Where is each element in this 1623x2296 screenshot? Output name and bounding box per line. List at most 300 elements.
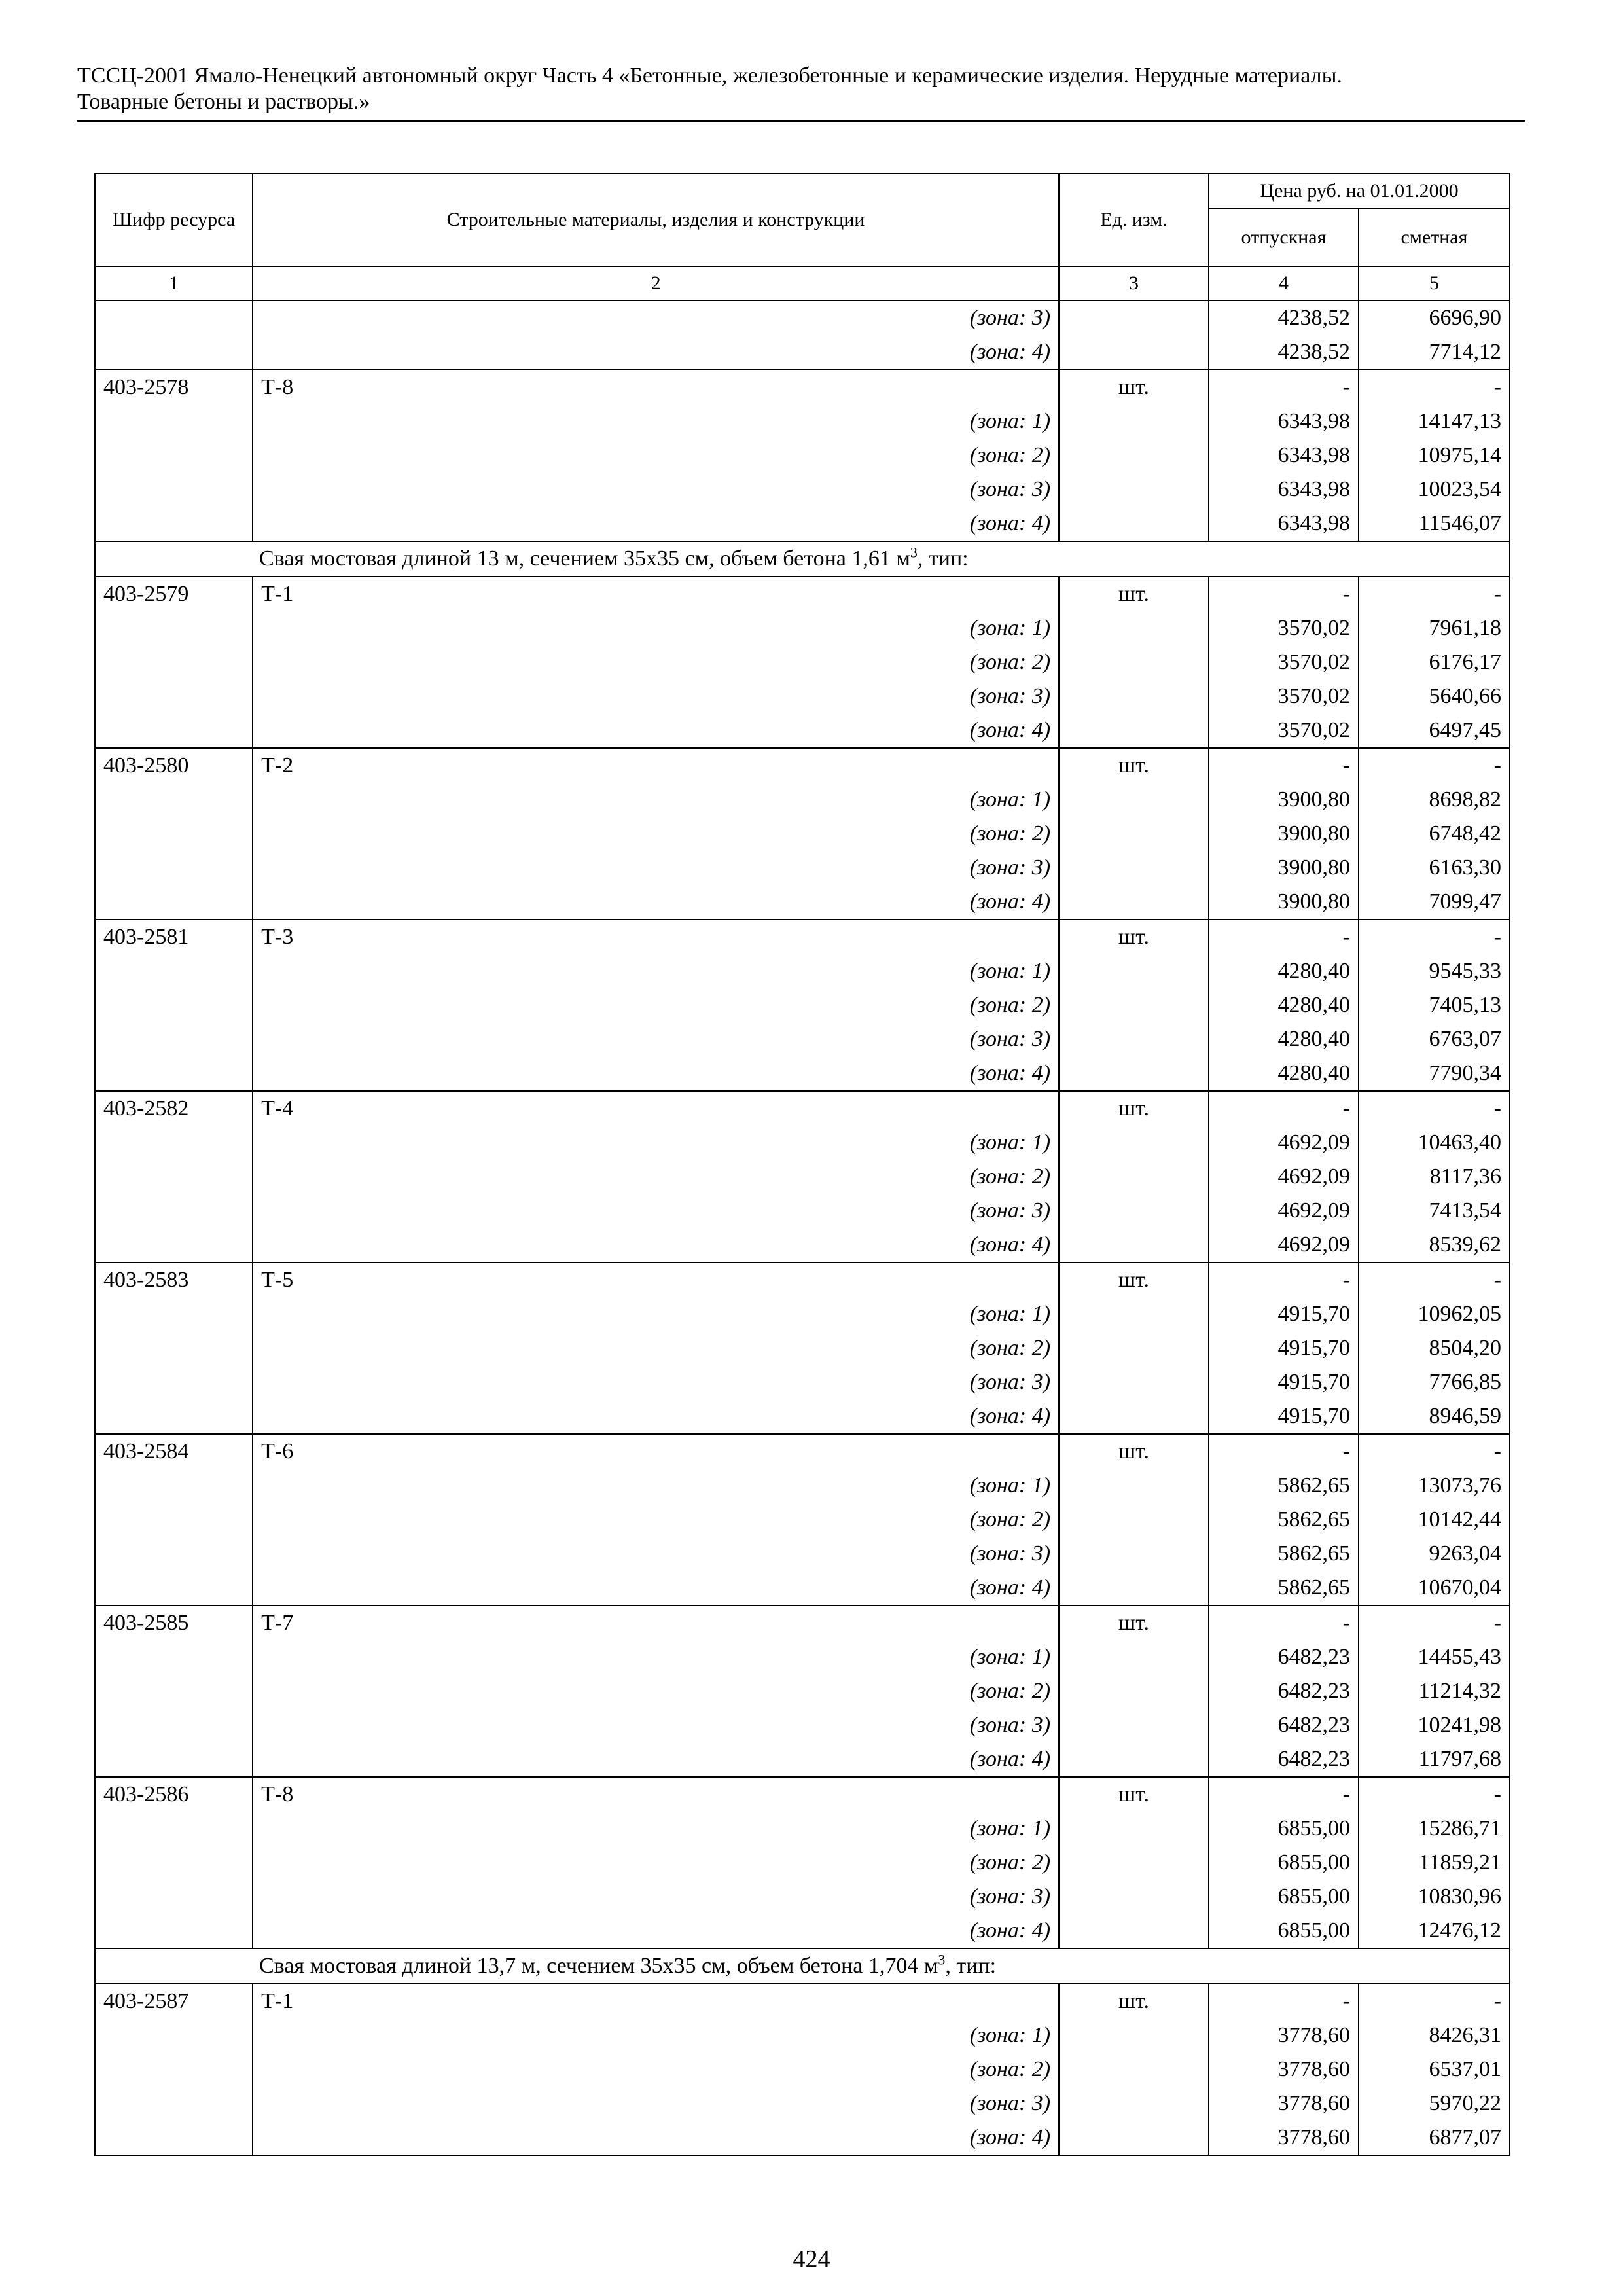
resource-code-empty bbox=[95, 851, 253, 885]
resource-code-empty bbox=[95, 1022, 253, 1056]
resource-unit-empty bbox=[1059, 783, 1209, 817]
resource-name: Т-3 bbox=[253, 920, 1059, 954]
zone-row bbox=[95, 1503, 1510, 1537]
header-rule bbox=[77, 120, 1525, 122]
estimate-price: 6696,90 bbox=[1359, 300, 1510, 335]
resource-code: 403-2585 bbox=[95, 1605, 253, 1640]
zone-row bbox=[95, 954, 1510, 988]
resource-row bbox=[95, 1091, 1510, 1126]
zone-label: (зона: 1) bbox=[253, 1126, 1059, 1160]
release-price: - bbox=[1209, 1605, 1359, 1640]
estimate-price: 12476,12 bbox=[1359, 1914, 1510, 1948]
estimate-price: 11546,07 bbox=[1359, 507, 1510, 541]
estimate-price: 8698,82 bbox=[1359, 783, 1510, 817]
release-price: 4280,40 bbox=[1209, 1056, 1359, 1091]
resource-code-empty bbox=[95, 713, 253, 748]
resource-unit-empty bbox=[1059, 404, 1209, 439]
release-price: 4915,70 bbox=[1209, 1399, 1359, 1434]
estimate-price: - bbox=[1359, 920, 1510, 954]
resource-unit-empty bbox=[1059, 2121, 1209, 2155]
estimate-price: 6537,01 bbox=[1359, 2053, 1510, 2087]
section-title-superscript: 3 bbox=[938, 1951, 946, 1968]
resource-unit-empty bbox=[1059, 1022, 1209, 1056]
resource-unit-empty bbox=[1059, 1469, 1209, 1503]
resource-name: Т-6 bbox=[253, 1434, 1059, 1469]
zone-row bbox=[95, 2121, 1510, 2155]
resource-unit-empty bbox=[1059, 473, 1209, 507]
resource-unit-empty bbox=[1059, 954, 1209, 988]
col-header-code: Шифр ресурса bbox=[95, 173, 253, 266]
header-line-2: Товарные бетоны и растворы.» bbox=[77, 90, 370, 114]
estimate-price: 6748,42 bbox=[1359, 817, 1510, 851]
section-title bbox=[95, 541, 1510, 577]
release-price: 4915,70 bbox=[1209, 1365, 1359, 1399]
zone-label: (зона: 1) bbox=[253, 1640, 1059, 1674]
resource-code-empty bbox=[95, 954, 253, 988]
zone-label: (зона: 4) bbox=[253, 1056, 1059, 1091]
zone-label: (зона: 3) bbox=[253, 1022, 1059, 1056]
resource-code: 403-2587 bbox=[95, 1984, 253, 2018]
estimate-price: 13073,76 bbox=[1359, 1469, 1510, 1503]
col-number: 1 bbox=[95, 266, 253, 300]
resource-unit-empty bbox=[1059, 1399, 1209, 1434]
release-price: 3900,80 bbox=[1209, 817, 1359, 851]
zone-row bbox=[95, 1365, 1510, 1399]
resource-code-empty bbox=[95, 2018, 253, 2053]
col-number: 2 bbox=[253, 266, 1059, 300]
estimate-price: 14147,13 bbox=[1359, 404, 1510, 439]
zone-row bbox=[95, 1914, 1510, 1948]
section-title-superscript: 3 bbox=[910, 544, 918, 561]
zone-row bbox=[95, 1297, 1510, 1331]
resource-code-empty bbox=[95, 1880, 253, 1914]
release-price: 6343,98 bbox=[1209, 507, 1359, 541]
release-price: 5862,65 bbox=[1209, 1469, 1359, 1503]
resource-row bbox=[95, 1605, 1510, 1640]
estimate-price: 8117,36 bbox=[1359, 1160, 1510, 1194]
resource-unit: шт. bbox=[1059, 1777, 1209, 1812]
estimate-price: 10830,96 bbox=[1359, 1880, 1510, 1914]
zone-row bbox=[95, 1708, 1510, 1742]
zone-row bbox=[95, 404, 1510, 439]
estimate-price: 15286,71 bbox=[1359, 1812, 1510, 1846]
zone-row bbox=[95, 300, 1510, 335]
resource-code-empty bbox=[95, 1056, 253, 1091]
table-body bbox=[95, 300, 1510, 2155]
zone-label: (зона: 2) bbox=[253, 817, 1059, 851]
estimate-price: 7405,13 bbox=[1359, 988, 1510, 1022]
resource-code: 403-2580 bbox=[95, 748, 253, 783]
resource-code-empty bbox=[95, 2087, 253, 2121]
section-title-suffix: , тип: bbox=[917, 547, 969, 571]
zone-row bbox=[95, 1880, 1510, 1914]
resource-code-empty bbox=[95, 2121, 253, 2155]
estimate-price: 6877,07 bbox=[1359, 2121, 1510, 2155]
zone-row bbox=[95, 507, 1510, 541]
column-numbers-row bbox=[95, 266, 1510, 300]
estimate-price: - bbox=[1359, 1091, 1510, 1126]
estimate-price: 6176,17 bbox=[1359, 645, 1510, 679]
release-price: - bbox=[1209, 577, 1359, 611]
zone-label: (зона: 3) bbox=[253, 1537, 1059, 1571]
estimate-price: 11214,32 bbox=[1359, 1674, 1510, 1708]
resource-code-empty bbox=[95, 885, 253, 920]
resource-unit-empty bbox=[1059, 1297, 1209, 1331]
price-table bbox=[94, 173, 1510, 2156]
estimate-price: - bbox=[1359, 1984, 1510, 2018]
resource-unit-empty bbox=[1059, 1914, 1209, 1948]
resource-unit-empty bbox=[1059, 1571, 1209, 1605]
resource-code-empty bbox=[95, 645, 253, 679]
resource-code-empty bbox=[95, 1469, 253, 1503]
zone-row bbox=[95, 1126, 1510, 1160]
resource-code: 403-2579 bbox=[95, 577, 253, 611]
release-price: 4238,52 bbox=[1209, 335, 1359, 370]
release-price: - bbox=[1209, 1777, 1359, 1812]
resource-unit-empty bbox=[1059, 1812, 1209, 1846]
resource-unit-empty bbox=[1059, 611, 1209, 645]
zone-label: (зона: 2) bbox=[253, 988, 1059, 1022]
zone-row bbox=[95, 988, 1510, 1022]
zone-label: (зона: 2) bbox=[253, 645, 1059, 679]
resource-row bbox=[95, 1984, 1510, 2018]
release-price: - bbox=[1209, 1263, 1359, 1297]
zone-row bbox=[95, 1537, 1510, 1571]
estimate-price: 6497,45 bbox=[1359, 713, 1510, 748]
resource-code-empty bbox=[95, 2053, 253, 2087]
resource-code-empty bbox=[95, 988, 253, 1022]
release-price: 3900,80 bbox=[1209, 885, 1359, 920]
resource-unit-empty bbox=[1059, 713, 1209, 748]
resource-unit-empty bbox=[1059, 885, 1209, 920]
zone-label: (зона: 3) bbox=[253, 300, 1059, 335]
resource-unit: шт. bbox=[1059, 577, 1209, 611]
zone-label: (зона: 2) bbox=[253, 1160, 1059, 1194]
zone-row bbox=[95, 2053, 1510, 2087]
resource-code-empty bbox=[95, 1297, 253, 1331]
resource-unit-empty bbox=[1059, 2018, 1209, 2053]
release-price: 6482,23 bbox=[1209, 1674, 1359, 1708]
release-price: 4692,09 bbox=[1209, 1160, 1359, 1194]
zone-label: (зона: 3) bbox=[253, 2087, 1059, 2121]
resource-code: 403-2583 bbox=[95, 1263, 253, 1297]
resource-unit: шт. bbox=[1059, 1091, 1209, 1126]
zone-label: (зона: 4) bbox=[253, 2121, 1059, 2155]
resource-unit-empty bbox=[1059, 1880, 1209, 1914]
release-price: 4280,40 bbox=[1209, 988, 1359, 1022]
estimate-price: 6763,07 bbox=[1359, 1022, 1510, 1056]
zone-label: (зона: 3) bbox=[253, 851, 1059, 885]
resource-code: 403-2578 bbox=[95, 370, 253, 404]
resource-name: Т-2 bbox=[253, 748, 1059, 783]
estimate-price: - bbox=[1359, 370, 1510, 404]
zone-row bbox=[95, 783, 1510, 817]
resource-code-empty bbox=[95, 1708, 253, 1742]
zone-row bbox=[95, 645, 1510, 679]
estimate-price: - bbox=[1359, 748, 1510, 783]
zone-row bbox=[95, 817, 1510, 851]
resource-unit-empty bbox=[1059, 335, 1209, 370]
resource-code: 403-2582 bbox=[95, 1091, 253, 1126]
estimate-price: - bbox=[1359, 1777, 1510, 1812]
release-price: 3778,60 bbox=[1209, 2121, 1359, 2155]
release-price: 3570,02 bbox=[1209, 713, 1359, 748]
zone-row bbox=[95, 885, 1510, 920]
resource-code-empty bbox=[95, 817, 253, 851]
resource-row bbox=[95, 1434, 1510, 1469]
resource-code-empty bbox=[95, 1537, 253, 1571]
resource-unit-empty bbox=[1059, 1056, 1209, 1091]
resource-code: 403-2581 bbox=[95, 920, 253, 954]
resource-code-empty bbox=[95, 473, 253, 507]
estimate-price: 10241,98 bbox=[1359, 1708, 1510, 1742]
release-price: - bbox=[1209, 748, 1359, 783]
resource-unit-empty bbox=[1059, 1503, 1209, 1537]
zone-label: (зона: 1) bbox=[253, 1812, 1059, 1846]
estimate-price: 11797,68 bbox=[1359, 1742, 1510, 1777]
col-header-price: Цена руб. на 01.01.2000 bbox=[1209, 173, 1510, 209]
col-number: 4 bbox=[1209, 266, 1359, 300]
resource-unit-empty bbox=[1059, 988, 1209, 1022]
resource-code: 403-2584 bbox=[95, 1434, 253, 1469]
resource-code-empty bbox=[95, 1571, 253, 1605]
release-price: 6343,98 bbox=[1209, 404, 1359, 439]
resource-row bbox=[95, 1263, 1510, 1297]
resource-name: Т-1 bbox=[253, 1984, 1059, 2018]
col-header-name: Строительные материалы, изделия и конструкции bbox=[253, 173, 1059, 266]
resource-name: Т-8 bbox=[253, 1777, 1059, 1812]
resource-code-empty bbox=[95, 1331, 253, 1365]
resource-code-empty bbox=[95, 1365, 253, 1399]
zone-label: (зона: 1) bbox=[253, 404, 1059, 439]
release-price: 6855,00 bbox=[1209, 1812, 1359, 1846]
estimate-price: - bbox=[1359, 1605, 1510, 1640]
estimate-price: 10975,14 bbox=[1359, 439, 1510, 473]
estimate-price: 9263,04 bbox=[1359, 1537, 1510, 1571]
release-price: 4280,40 bbox=[1209, 1022, 1359, 1056]
release-price: 4238,52 bbox=[1209, 300, 1359, 335]
resource-code-empty bbox=[95, 439, 253, 473]
estimate-price: 9545,33 bbox=[1359, 954, 1510, 988]
zone-row bbox=[95, 611, 1510, 645]
section-title-text: Свая мостовая длиной 13 м, сечением 35х35 см, объем бетона 1,61 м bbox=[259, 547, 910, 571]
release-price: - bbox=[1209, 370, 1359, 404]
release-price: 6343,98 bbox=[1209, 439, 1359, 473]
release-price: 5862,65 bbox=[1209, 1537, 1359, 1571]
release-price: 5862,65 bbox=[1209, 1571, 1359, 1605]
estimate-price: 14455,43 bbox=[1359, 1640, 1510, 1674]
resource-code-empty bbox=[95, 1126, 253, 1160]
resource-unit-empty bbox=[1059, 2087, 1209, 2121]
release-price: 6855,00 bbox=[1209, 1846, 1359, 1880]
release-price: 4692,09 bbox=[1209, 1194, 1359, 1228]
zone-label: (зона: 2) bbox=[253, 439, 1059, 473]
release-price: 6482,23 bbox=[1209, 1742, 1359, 1777]
resource-code-empty bbox=[95, 1503, 253, 1537]
resource-name: Т-5 bbox=[253, 1263, 1059, 1297]
resource-row bbox=[95, 1777, 1510, 1812]
estimate-price: - bbox=[1359, 1263, 1510, 1297]
zone-label: (зона: 4) bbox=[253, 1571, 1059, 1605]
section-title bbox=[95, 1948, 1510, 1984]
zone-row bbox=[95, 2087, 1510, 2121]
estimate-price: 7766,85 bbox=[1359, 1365, 1510, 1399]
release-price: 3778,60 bbox=[1209, 2053, 1359, 2087]
resource-code: 403-2586 bbox=[95, 1777, 253, 1812]
zone-label: (зона: 4) bbox=[253, 885, 1059, 920]
zone-row bbox=[95, 1331, 1510, 1365]
resource-unit-empty bbox=[1059, 1640, 1209, 1674]
zone-row bbox=[95, 1846, 1510, 1880]
zone-row bbox=[95, 851, 1510, 885]
estimate-price: 7413,54 bbox=[1359, 1194, 1510, 1228]
col-number: 5 bbox=[1359, 266, 1510, 300]
release-price: 6855,00 bbox=[1209, 1880, 1359, 1914]
release-price: 4692,09 bbox=[1209, 1228, 1359, 1263]
estimate-price: 5970,22 bbox=[1359, 2087, 1510, 2121]
release-price: 6855,00 bbox=[1209, 1914, 1359, 1948]
resource-code-empty bbox=[95, 1640, 253, 1674]
estimate-price: 11859,21 bbox=[1359, 1846, 1510, 1880]
release-price: 4915,70 bbox=[1209, 1297, 1359, 1331]
section-header-row bbox=[95, 1948, 1510, 1984]
zone-label: (зона: 4) bbox=[253, 713, 1059, 748]
zone-label: (зона: 2) bbox=[253, 1674, 1059, 1708]
zone-row bbox=[95, 1469, 1510, 1503]
zone-label: (зона: 1) bbox=[253, 1297, 1059, 1331]
resource-unit-empty bbox=[1059, 679, 1209, 713]
release-price: 3778,60 bbox=[1209, 2018, 1359, 2053]
resource-unit-empty bbox=[1059, 1331, 1209, 1365]
resource-code-empty bbox=[95, 300, 253, 335]
estimate-price: 8504,20 bbox=[1359, 1331, 1510, 1365]
release-price: 3570,02 bbox=[1209, 679, 1359, 713]
col-header-unit: Ед. изм. bbox=[1059, 173, 1209, 266]
resource-unit: шт. bbox=[1059, 1434, 1209, 1469]
zone-label: (зона: 1) bbox=[253, 2018, 1059, 2053]
estimate-price: 10023,54 bbox=[1359, 473, 1510, 507]
resource-code-empty bbox=[95, 1742, 253, 1777]
release-price: - bbox=[1209, 1984, 1359, 2018]
release-price: - bbox=[1209, 1434, 1359, 1469]
zone-row bbox=[95, 679, 1510, 713]
zone-label: (зона: 4) bbox=[253, 1742, 1059, 1777]
zone-label: (зона: 2) bbox=[253, 1846, 1059, 1880]
resource-unit-empty bbox=[1059, 1674, 1209, 1708]
page-header bbox=[77, 63, 1524, 115]
resource-code-empty bbox=[95, 1399, 253, 1434]
zone-label: (зона: 3) bbox=[253, 679, 1059, 713]
release-price: - bbox=[1209, 1091, 1359, 1126]
resource-unit-empty bbox=[1059, 2053, 1209, 2087]
release-price: 3570,02 bbox=[1209, 645, 1359, 679]
resource-unit-empty bbox=[1059, 507, 1209, 541]
zone-row bbox=[95, 1228, 1510, 1263]
resource-unit-empty bbox=[1059, 1160, 1209, 1194]
resource-code-empty bbox=[95, 1812, 253, 1846]
zone-label: (зона: 1) bbox=[253, 954, 1059, 988]
zone-row bbox=[95, 1640, 1510, 1674]
resource-unit-empty bbox=[1059, 645, 1209, 679]
col-number: 3 bbox=[1059, 266, 1209, 300]
release-price: 3900,80 bbox=[1209, 851, 1359, 885]
zone-label: (зона: 2) bbox=[253, 1331, 1059, 1365]
col-header-estimate: сметная bbox=[1359, 209, 1510, 266]
release-price: 4280,40 bbox=[1209, 954, 1359, 988]
resource-code-empty bbox=[95, 1674, 253, 1708]
resource-row bbox=[95, 370, 1510, 404]
resource-unit-empty bbox=[1059, 1846, 1209, 1880]
zone-label: (зона: 4) bbox=[253, 1399, 1059, 1434]
zone-row bbox=[95, 1399, 1510, 1434]
zone-label: (зона: 4) bbox=[253, 507, 1059, 541]
zone-label: (зона: 3) bbox=[253, 1194, 1059, 1228]
section-header-row bbox=[95, 541, 1510, 577]
zone-label: (зона: 4) bbox=[253, 1228, 1059, 1263]
estimate-price: 7099,47 bbox=[1359, 885, 1510, 920]
estimate-price: 10463,40 bbox=[1359, 1126, 1510, 1160]
zone-row bbox=[95, 1571, 1510, 1605]
zone-row bbox=[95, 1812, 1510, 1846]
resource-code-empty bbox=[95, 1194, 253, 1228]
resource-code-empty bbox=[95, 1228, 253, 1263]
resource-code-empty bbox=[95, 1914, 253, 1948]
resource-unit: шт. bbox=[1059, 1605, 1209, 1640]
zone-row bbox=[95, 1194, 1510, 1228]
release-price: 3778,60 bbox=[1209, 2087, 1359, 2121]
resource-unit: шт. bbox=[1059, 748, 1209, 783]
release-price: 6343,98 bbox=[1209, 473, 1359, 507]
resource-name: Т-4 bbox=[253, 1091, 1059, 1126]
release-price: - bbox=[1209, 920, 1359, 954]
resource-unit-empty bbox=[1059, 1365, 1209, 1399]
resource-unit-empty bbox=[1059, 1742, 1209, 1777]
estimate-price: 6163,30 bbox=[1359, 851, 1510, 885]
estimate-price: 7961,18 bbox=[1359, 611, 1510, 645]
resource-row bbox=[95, 920, 1510, 954]
zone-label: (зона: 2) bbox=[253, 1503, 1059, 1537]
zone-row bbox=[95, 1674, 1510, 1708]
estimate-price: - bbox=[1359, 577, 1510, 611]
zone-row bbox=[95, 713, 1510, 748]
resource-row bbox=[95, 748, 1510, 783]
resource-code-empty bbox=[95, 1846, 253, 1880]
resource-unit-empty bbox=[1059, 1126, 1209, 1160]
zone-label: (зона: 1) bbox=[253, 1469, 1059, 1503]
estimate-price: 8539,62 bbox=[1359, 1228, 1510, 1263]
resource-unit: шт. bbox=[1059, 1263, 1209, 1297]
resource-unit-empty bbox=[1059, 1194, 1209, 1228]
resource-unit-empty bbox=[1059, 439, 1209, 473]
zone-row bbox=[95, 2018, 1510, 2053]
resource-unit-empty bbox=[1059, 1228, 1209, 1263]
zone-row bbox=[95, 335, 1510, 370]
resource-code-empty bbox=[95, 404, 253, 439]
resource-code-empty bbox=[95, 507, 253, 541]
resource-unit-empty bbox=[1059, 1537, 1209, 1571]
zone-label: (зона: 4) bbox=[253, 1914, 1059, 1948]
release-price: 3570,02 bbox=[1209, 611, 1359, 645]
estimate-price: 10670,04 bbox=[1359, 1571, 1510, 1605]
zone-label: (зона: 3) bbox=[253, 1365, 1059, 1399]
estimate-price: 8426,31 bbox=[1359, 2018, 1510, 2053]
zone-row bbox=[95, 1022, 1510, 1056]
release-price: 6482,23 bbox=[1209, 1708, 1359, 1742]
zone-row bbox=[95, 1056, 1510, 1091]
release-price: 4692,09 bbox=[1209, 1126, 1359, 1160]
estimate-price: 7790,34 bbox=[1359, 1056, 1510, 1091]
estimate-price: 7714,12 bbox=[1359, 335, 1510, 370]
